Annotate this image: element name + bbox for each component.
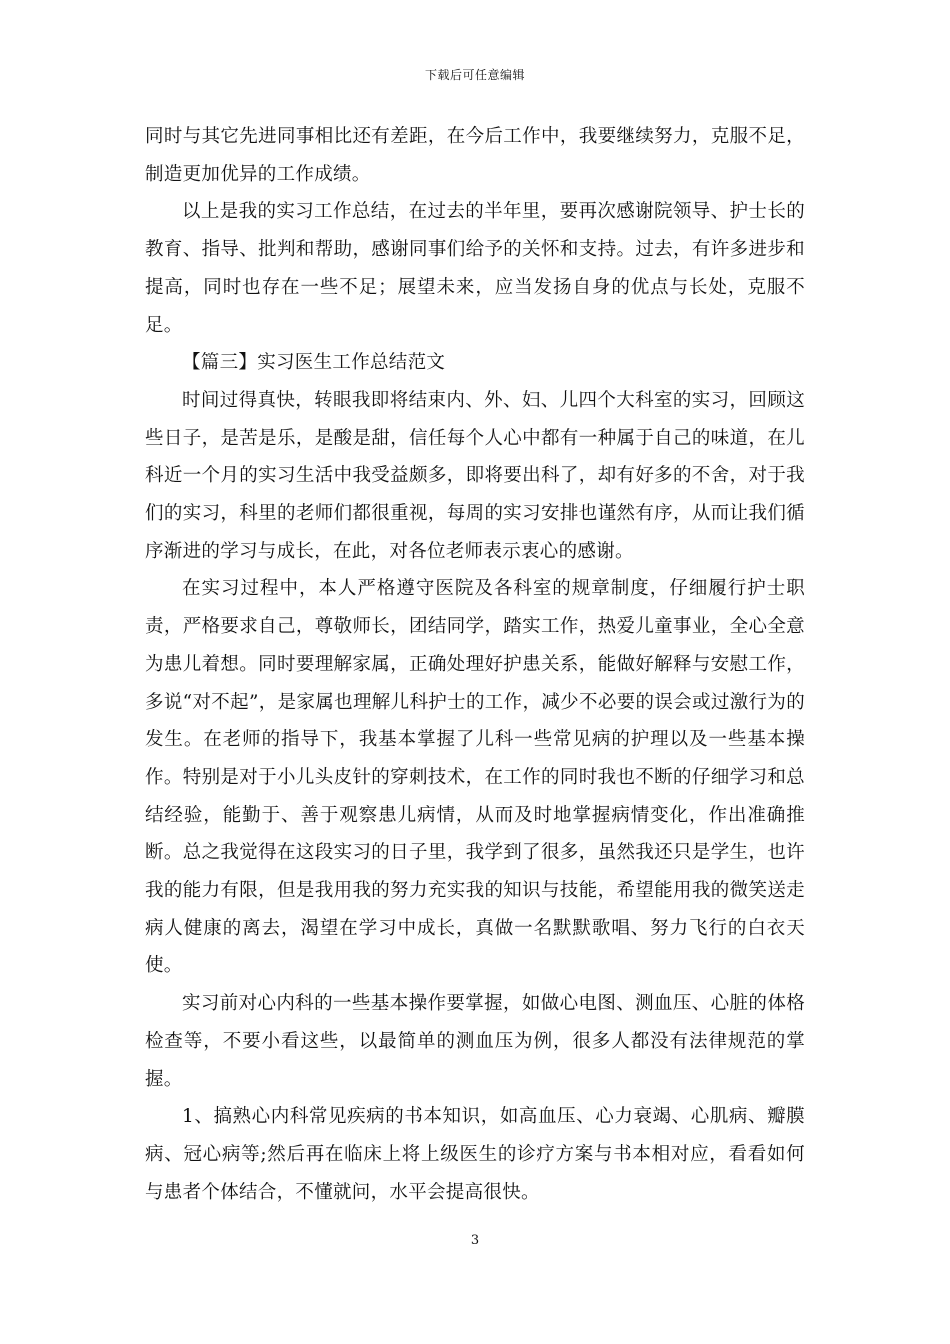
paragraph-intro: 时间过得真快，转眼我即将结束内、外、妇、儿四个大科室的实习，回顾这些日子，是苦是乐，是酸是甜，信任每个人心中都有一种属于自己的味道，在儿科近一个月的实习生活中我受益颇多，即将要出科了，却有好多的不舍，对于我们的实习，科里的老师们都很重视，每周的实习安排也谨然有序，从而让我们循序渐进的学习与成长，在此，对各位老师表示衷心的感谢。: [145, 389, 805, 562]
section-heading: 【篇三】实习医生工作总结范文: [182, 352, 446, 374]
document-body: [145, 118, 805, 1211]
paragraph-summary: 以上是我的实习工作总结，在过去的半年里，要再次感谢院领导、护士长的教育、指导、批判和帮助，感谢同事们给予的关怀和支持。过去，有许多进步和提高，同时也存在一些不足；展望未来，应当发扬自身的优点与长处，克服不足。: [145, 201, 805, 336]
paragraph-internship-process: 在实习过程中，本人严格遵守医院及各科室的规章制度，仔细履行护士职责，严格要求自己，尊敬师长，团结同学，踏实工作，热爱儿童事业，全心全意为患儿着想。同时要理解家属，正确处理好护患关系，能做好解释与安慰工作，多说“对不起”，是家属也理解儿科护士的工作，减少不必要的误会或过激行为的发生。在老师的指导下，我基本掌握了儿科一些常见病的护理以及一些基本操作。特别是对于小儿头皮针的穿刺技术，在工作的同时我也不断的仔细学习和总结经验，能勤于、善于观察患儿病情，从而及时地掌握病情变化，作出准确推断。总之我觉得在这段实习的日子里，我学到了很多，虽然我还只是学生，也许我的能力有限，但是我用我的努力充实我的知识与技能，希望能用我的微笑送走病人健康的离去，渴望在学习中成长，真做一名默默歌唱、努力飞行的白衣天使。: [145, 578, 805, 977]
page-header: 下载后可任意编辑: [424, 68, 525, 82]
page-number: 3: [470, 1233, 480, 1248]
paragraph-list-item-1: 1、搞熟心内科常见疾病的书本知识，如高血压、心力衰竭、心肌病、瓣膜病、冠心病等;然后再在临床上将上级医生的诊疗方案与书本相对应，看看如何与患者个体结合，不懂就问，水平会提高很快。: [145, 1106, 805, 1203]
paragraph-cardiology: 实习前对心内科的一些基本操作要掌握，如做心电图、测血压、心脏的体格检查等，不要小看这些，以最简单的测血压为例，很多人都没有法律规范的掌握。: [145, 993, 805, 1090]
paragraph-continuation: 同时与其它先进同事相比还有差距，在今后工作中，我要继续努力，克服不足，制造更加优异的工作成绩。: [145, 126, 805, 185]
